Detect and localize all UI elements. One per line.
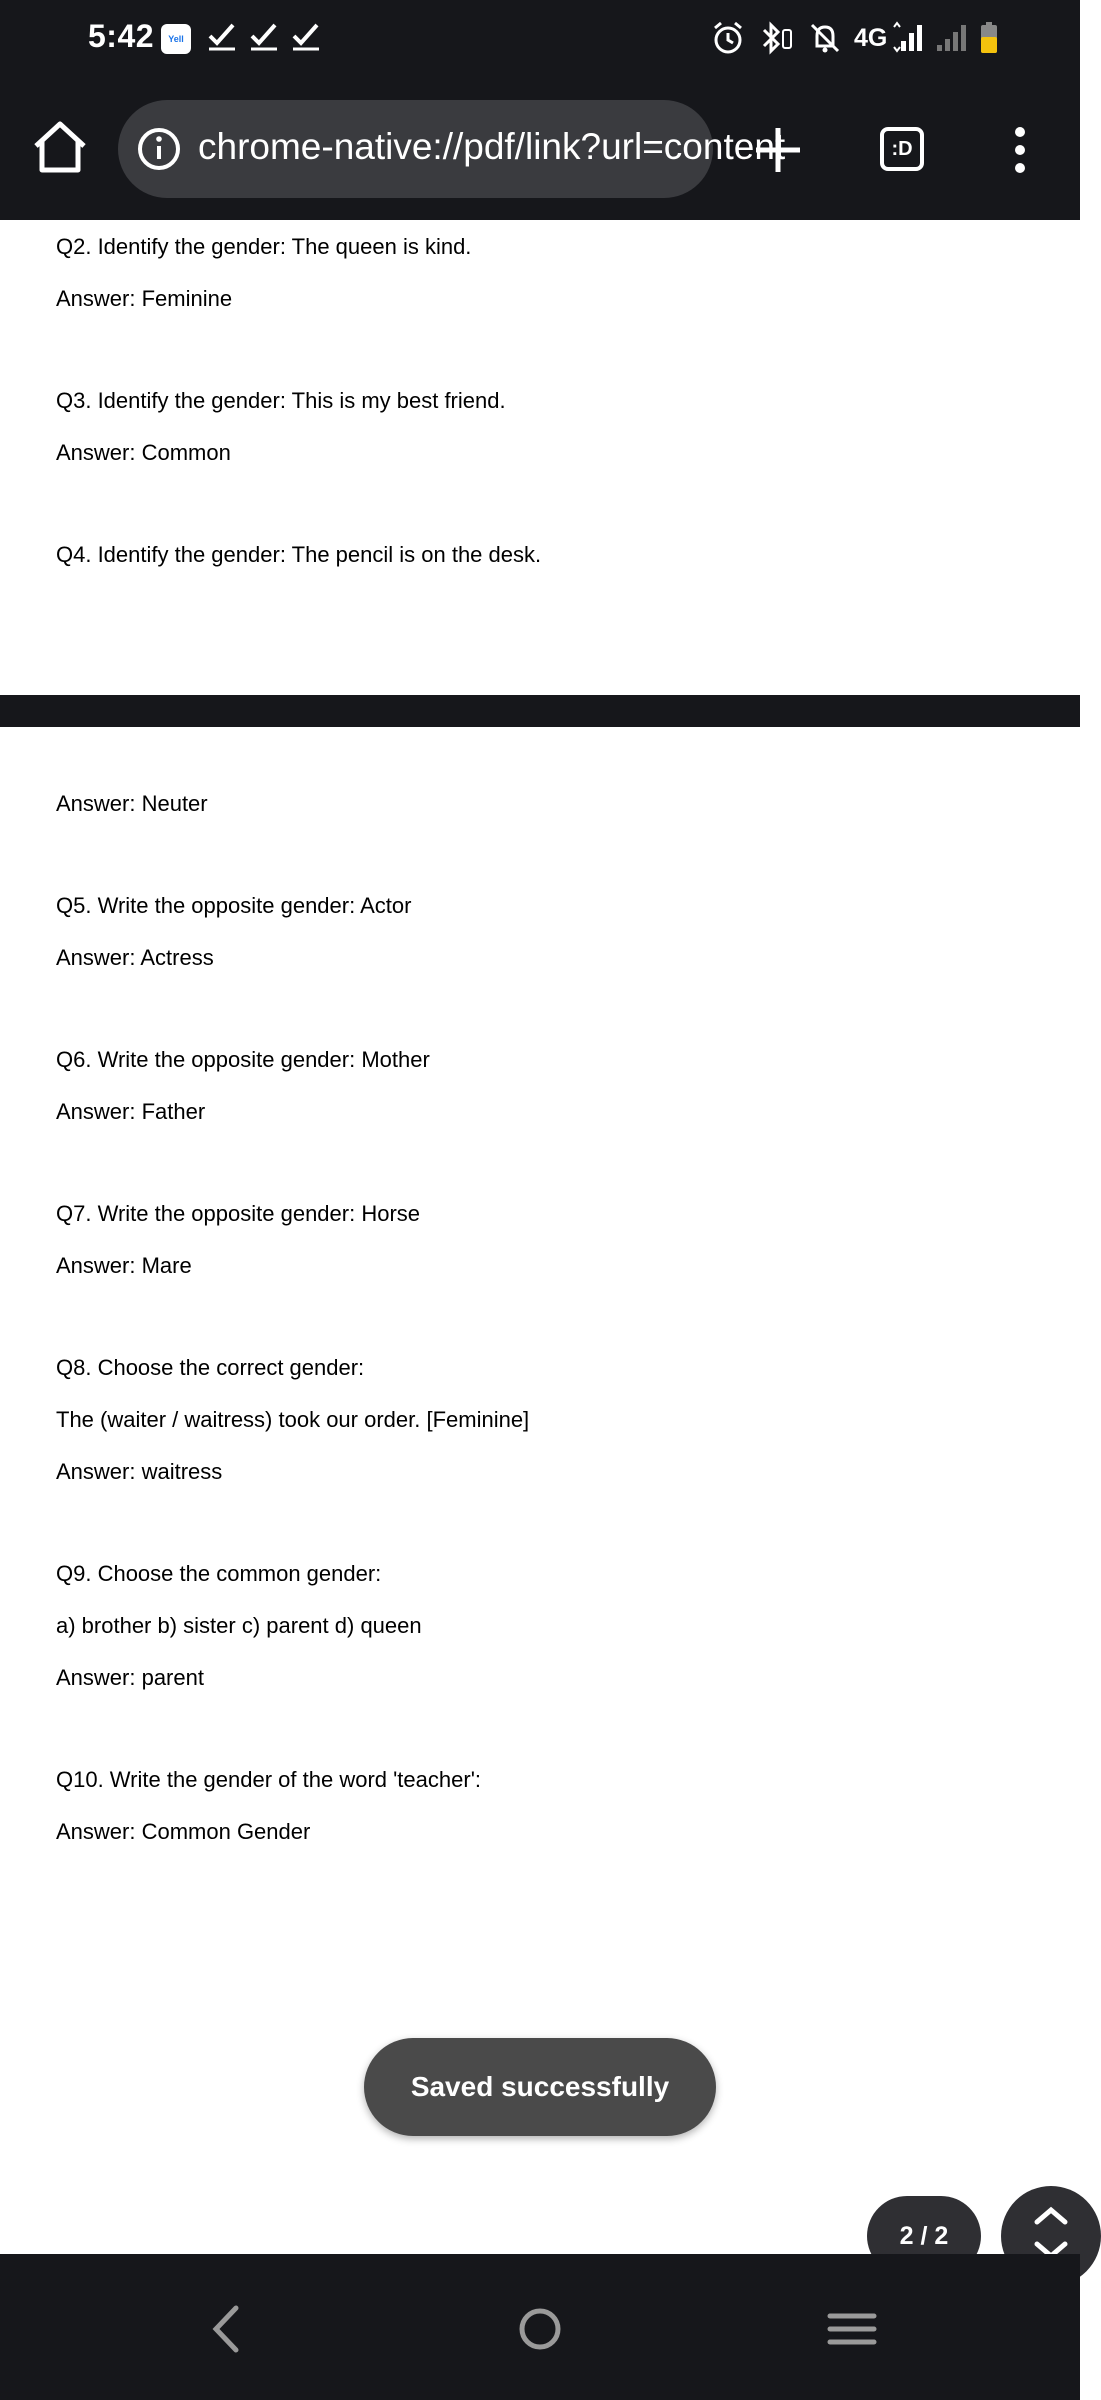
document-line: a) brother b) sister c) parent d) queen <box>56 1613 422 1638</box>
url-text[interactable]: chrome-native://pdf/link?url=content <box>198 126 786 167</box>
info-icon[interactable] <box>136 126 182 172</box>
back-icon[interactable] <box>192 2294 262 2364</box>
document-line: Answer: Father <box>56 1099 206 1124</box>
check-icon <box>291 20 321 52</box>
tab-switcher-button[interactable]: :D <box>880 127 924 171</box>
document-line: Answer: Feminine <box>56 286 233 311</box>
signal-weak-icon <box>935 21 969 55</box>
bluetooth-icon <box>758 21 796 55</box>
more-menu-icon[interactable] <box>1000 120 1040 180</box>
home-icon[interactable] <box>30 118 90 178</box>
document-line: Q10. Write the gender of the word 'teacher': <box>56 1767 482 1792</box>
document-line: Q9. Choose the common gender: <box>56 1561 382 1586</box>
check-icon <box>249 20 279 52</box>
document-line: Q4. Identify the gender: The pencil is on the desk. <box>56 542 542 567</box>
saved-toast: Saved successfully <box>364 2038 716 2136</box>
document-line: Answer: Common <box>56 440 231 465</box>
document-line: Q6. Write the opposite gender: Mother <box>56 1047 430 1072</box>
signal-icon <box>891 21 925 55</box>
document-line: Q2. Identify the gender: The queen is kind. <box>56 234 472 259</box>
url-bar[interactable] <box>118 100 786 198</box>
page-indicator: 2 / 2 <box>867 2196 981 2276</box>
browser-toolbar <box>0 80 1080 220</box>
document-line: The (waiter / waitress) took our order. [Feminine] <box>56 1407 530 1432</box>
document-line: Answer: parent <box>56 1665 204 1690</box>
notification-app-icon: Yell <box>161 24 191 54</box>
system-navigation-bar <box>0 2254 1080 2400</box>
pdf-page-2 <box>0 727 1080 2254</box>
document-line: Answer: Common Gender <box>56 1819 311 1844</box>
network-type: 4G <box>854 23 888 52</box>
document-line: Q8. Choose the correct gender: <box>56 1355 365 1380</box>
document-line: Answer: waitress <box>56 1459 223 1484</box>
check-icon <box>207 20 237 52</box>
status-bar <box>0 0 1080 80</box>
status-right-icons <box>712 18 999 58</box>
recents-icon[interactable] <box>817 2294 887 2364</box>
battery-icon <box>979 21 999 55</box>
document-line: Q5. Write the opposite gender: Actor <box>56 893 412 918</box>
mute-icon <box>808 21 842 55</box>
alarm-icon <box>712 21 744 55</box>
pdf-page-1 <box>0 220 1080 695</box>
home-nav-icon[interactable] <box>505 2294 575 2364</box>
document-line: Answer: Actress <box>56 945 214 970</box>
document-line: Q7. Write the opposite gender: Horse <box>56 1201 421 1226</box>
document-line: Answer: Mare <box>56 1253 192 1278</box>
status-time: 5:42 <box>88 18 155 54</box>
page-separator <box>0 695 1080 727</box>
document-line: Q3. Identify the gender: This is my best friend. <box>56 388 506 413</box>
new-tab-icon[interactable] <box>748 120 808 180</box>
document-line: Answer: Neuter <box>56 791 208 816</box>
